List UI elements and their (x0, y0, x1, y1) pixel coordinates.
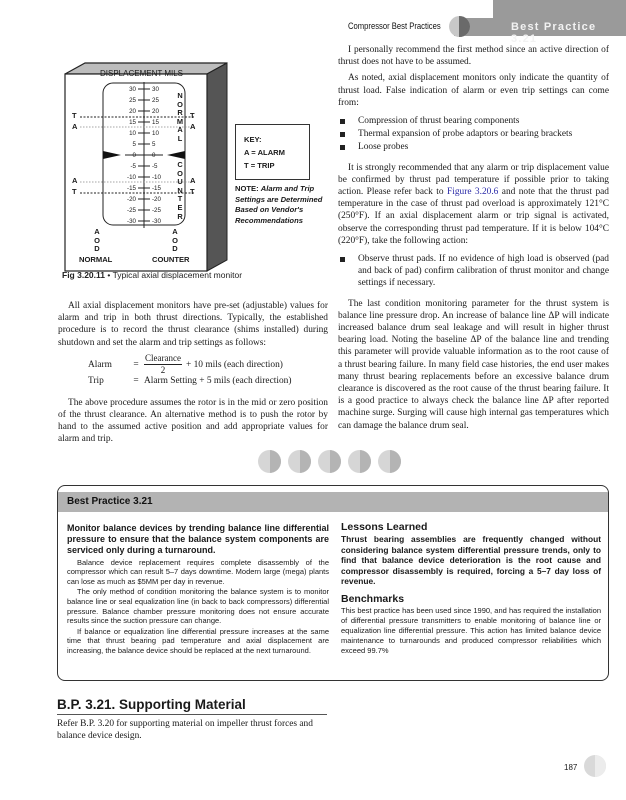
page-number: 187 (564, 763, 578, 772)
figure-key-box (235, 124, 310, 180)
best-practice-box (57, 485, 609, 681)
best-practice-title: Monitor balance devices by trending balance line differential pressure to ensure that the balance system components are serviced only during a turnaround. (67, 523, 329, 556)
key-title: KEY: (244, 135, 262, 144)
alarm-trip-formula: Alarm = $\frac{\text{Clearance}}{2}$ + 10 mils (each direction) Trip = Alarm Setting + 5 mils (each direction) (88, 353, 292, 386)
bottom-label-normal: NORMAL (79, 255, 113, 264)
benchmarks-title: Benchmarks (341, 592, 405, 605)
monitor-drawing (60, 60, 243, 280)
best-practice-paragraph: The only method of condition monitoring the balance system is to monitor balance line or seal equalization line (in back to back compressors) differential pressure. Balance chamber pressure monitoring does not ensure accurate results since the suction pressure can change. (67, 587, 329, 626)
note-label: NOTE: (235, 184, 259, 193)
list-item: Compression of thrust bearing components (338, 115, 609, 127)
key-trip: T = TRIP (244, 161, 275, 170)
figure-title: DISPLACEMENT MILS (100, 69, 183, 78)
divider-dot-icon (318, 450, 341, 473)
supporting-material-heading: B.P. 3.21. Supporting Material (57, 697, 327, 715)
normal-vertical-label: N O R M A L (176, 91, 184, 143)
marker-right-T-bottom: T (190, 187, 195, 196)
left-paragraph-2: The above procedure assumes the rotor is in the mid or zero position of the thrust clearance. An alternative method is to push the rotor by hand to the assumed active position and add appropriate values for alarm and trip. (58, 397, 328, 445)
divider-dot-icon (258, 450, 281, 473)
caption-bullet: • (107, 270, 111, 280)
list-item: Loose probes (338, 141, 609, 153)
left-paragraph-1: All axial displacement monitors have pre-set (adjustable) values for alarm and trip in both thrust directions. Typically, the established procedure is to record the thrust clearance (shims installed) during shutdown and set the alarm and trip settings as follows: (58, 301, 328, 348)
aod-right: A O D (172, 227, 178, 254)
right-column (338, 44, 609, 436)
best-practice-main (67, 523, 329, 657)
best-practice-side (341, 521, 601, 656)
counter-vertical-label: C O U N T E R (177, 160, 183, 221)
figure-caption (62, 270, 242, 280)
benchmarks-text: This best practice has been used since 1990, and has required the installation of differential pressure transmitters to enable monitoring of balance line or equalization line differential pressure. This action has limited balance device maintenance to turnarounds and produced compressor reliabilities which exceed 99.7% (341, 605, 601, 655)
lessons-learned-title: Lessons Learned (341, 521, 428, 533)
section-divider (258, 450, 401, 473)
list-item: Thermal expansion of probe adaptors or bearing brackets (338, 128, 609, 140)
note-text: Alarm and Trip Settings are Determined Based on Vendor's Recommendations (235, 184, 323, 225)
lessons-learned-text: Thrust bearing assemblies are frequently changed without considering balance system differential pressure trends, only to find that balance device deterioration is the root cause and compressor disassembly is required, forcing a 5–7 day loss of revenue. (341, 534, 601, 587)
figure-note (235, 184, 330, 226)
marker-right-A-top: A (190, 122, 196, 131)
marker-left-A-bottom: A (72, 176, 78, 185)
marker-right-T-top: T (190, 111, 195, 120)
list-item: Observe thrust pads. If no evidence of high load is observed (pad and back of pad) confirm calibration of thrust monitor and change settings if necessary. (338, 253, 609, 290)
right-paragraph-4: The last condition monitoring parameter for the thrust system is balance line pressure drop. An increase of balance line ΔP will indicate increased balance drum seal leakage and will result in higher thrust bearing load. Noting the baseline ΔP of the balance line and trending this parameter will provide valuable information as to the root cause of a thrust bearing failure. In many field case histories, the end user makes many thrust bearing replacements before an excessive balance drum clearance is discovered as the root cause of the thrust bearing failure. It is a good practice to always check the balance line ΔP after reported machine surge. Surging will cause high internal gas temperatures which can damage the balance drum seal. (338, 298, 609, 431)
header-circle-icon (449, 16, 470, 37)
divider-dot-icon (378, 450, 401, 473)
figure-reference-link[interactable]: Figure 3.20.6 (447, 187, 499, 198)
divider-dot-icon (348, 450, 371, 473)
marker-left-A-top: A (72, 122, 78, 131)
false-indication-list (338, 115, 609, 154)
marker-right-A-bottom: A (190, 176, 196, 185)
bottom-label-counter: COUNTER (152, 255, 190, 264)
section-title: Best Practice 3.21 (511, 21, 597, 45)
caption-number: Fig 3.20.11 (62, 270, 105, 280)
fraction: $\frac{\text{Clearance}}{2}$ (145, 353, 181, 376)
scale-right: 30 25 20 15 10 5 0 -5 -10 -15 -20 -25 -30 (152, 86, 161, 225)
right-paragraph-3: It is strongly recommended that any alarm or trip displacement value be confirmed by thrust pad temperature if possible prior to taking action. Please refer back to Figure 3.20.6 and note that the thrust pad temperature in the case of thrust pad overload is approximately 121°C (250°F). If an axial displacement alarm or trip signal is activated, observe the corresponding thrust pad temperature. If it is below 104°C (220°F), take the following action: (338, 162, 609, 246)
marker-left-T-bottom: T (72, 187, 77, 196)
best-practice-paragraph: Balance device replacement requires complete disassembly of the compressor which can result 5–7 days downtime. Modern large (mega) plants can lose as much as $5MM per day in revenue. (67, 557, 329, 586)
caption-text: Typical axial displacement monitor (112, 270, 243, 280)
scale-left: 30 25 20 15 10 5 0 -5 -10 -15 -20 -25 -30 (127, 86, 136, 225)
supporting-material-text: Refer B.P. 3.20 for supporting material on impeller thrust forces and balance device design. (57, 719, 313, 742)
left-column (58, 300, 328, 450)
action-list (338, 253, 609, 290)
right-paragraph-1: I personally recommend the first method since an active direction of thrust does not have to be assumed. (338, 45, 609, 68)
right-paragraph-2: As noted, axial displacement monitors only indicate the quantity of thrust load. False indication of alarm or even trip settings can come from: (338, 73, 609, 108)
key-alarm: A = ALARM (244, 148, 285, 157)
marker-left-T-top: T (72, 111, 77, 120)
book-title: Compressor Best Practices (348, 21, 441, 31)
page-corner-circle-icon (584, 755, 606, 777)
divider-dot-icon (288, 450, 311, 473)
best-practice-heading: Best Practice 3.21 (58, 492, 608, 512)
aod-left: A O D (94, 227, 100, 254)
best-practice-paragraph: If balance or equalization line differential pressure increases at the same time that thrust bearing pad temperature and axial displacement are increasing, the balance device should be replaced at the next turnaround. (67, 626, 329, 655)
